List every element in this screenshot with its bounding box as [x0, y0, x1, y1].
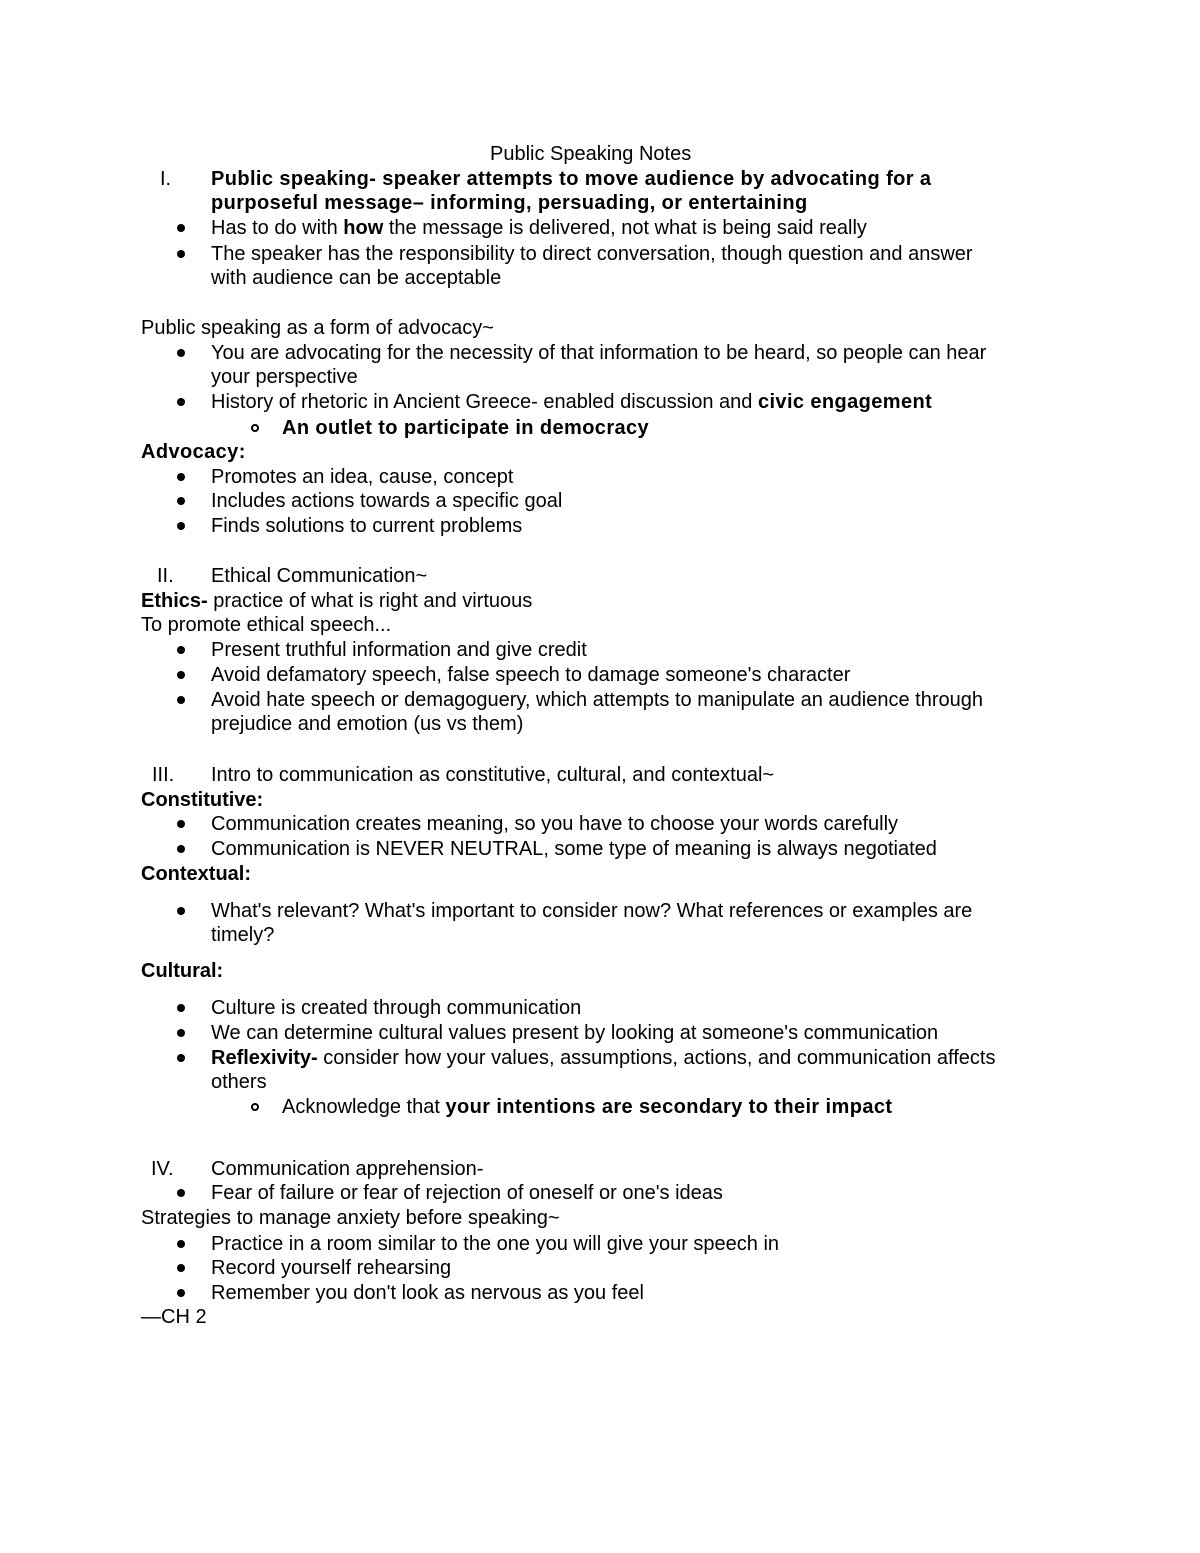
contextual-label: Contextual:	[141, 863, 251, 885]
bullet-icon	[177, 1189, 185, 1197]
bullet-icon	[177, 671, 185, 679]
ethics-definition: Ethics- practice of what is right and virtuous	[141, 590, 533, 612]
list-item: We can determine cultural values present by looking at someone's communication	[211, 1022, 939, 1044]
list-item: Fear of failure or fear of rejection of oneself or one's ideas	[211, 1182, 723, 1204]
list-item: Present truthful information and give credit	[211, 639, 587, 661]
list-item-continuation: others	[211, 1071, 267, 1093]
bullet-icon	[177, 696, 185, 704]
sub-bullet-icon	[251, 424, 259, 432]
list-item-continuation: your perspective	[211, 366, 358, 388]
list-item: Includes actions towards a specific goal	[211, 490, 563, 512]
section-numeral-3: III.	[152, 764, 175, 786]
list-item-continuation: timely?	[211, 924, 275, 946]
list-item: Practice in a room similar to the one you will give your speech in	[211, 1233, 780, 1255]
section4-heading: Communication apprehension-	[211, 1158, 484, 1180]
section3-heading: Intro to communication as constitutive, cultural, and contextual~	[211, 764, 775, 786]
list-item: Avoid hate speech or demagoguery, which attempts to manipulate an audience through	[211, 689, 983, 711]
list-item: You are advocating for the necessity of that information to be heard, so people can hear	[211, 342, 987, 364]
list-item: Avoid defamatory speech, false speech to damage someone's character	[211, 664, 851, 686]
list-item: Remember you don't look as nervous as you feel	[211, 1282, 644, 1304]
sub-bullet-icon	[251, 1103, 259, 1111]
list-item: Finds solutions to current problems	[211, 515, 523, 537]
sub-list-item: Acknowledge that your intentions are secondary to their impact	[282, 1096, 893, 1118]
list-item: Reflexivity- consider how your values, assumptions, actions, and communication affects	[211, 1047, 996, 1069]
advocacy-form-label: Public speaking as a form of advocacy~	[141, 317, 494, 339]
sub-list-item: An outlet to participate in democracy	[282, 417, 650, 439]
bullet-icon	[177, 522, 185, 530]
bullet-icon	[177, 473, 185, 481]
list-item: History of rhetoric in Ancient Greece- enabled discussion and civic engagement	[211, 391, 933, 413]
section-numeral-1: I.	[160, 168, 172, 190]
bullet-icon	[177, 349, 185, 357]
section-numeral-4: IV.	[151, 1158, 174, 1180]
bullet-icon	[177, 1264, 185, 1272]
bullet-icon	[177, 1240, 185, 1248]
list-item: Culture is created through communication	[211, 997, 582, 1019]
bullet-icon	[177, 1004, 185, 1012]
section1-heading-line1: Public speaking- speaker attempts to move audience by advocating for a	[211, 168, 932, 190]
section1-heading-line2: purposeful message– informing, persuading, or entertaining	[211, 192, 808, 214]
list-item: Communication creates meaning, so you have to choose your words carefully	[211, 813, 899, 835]
bullet-icon	[177, 497, 185, 505]
constitutive-label: Constitutive:	[141, 789, 264, 811]
list-item: Communication is NEVER NEUTRAL, some type of meaning is always negotiated	[211, 838, 937, 860]
list-item-continuation: prejudice and emotion (us vs them)	[211, 713, 524, 735]
chapter-footer: —CH 2	[141, 1306, 207, 1328]
section-numeral-2: II.	[157, 565, 174, 587]
advocacy-label: Advocacy:	[141, 441, 246, 463]
list-item-continuation: with audience can be acceptable	[211, 267, 502, 289]
list-item: Promotes an idea, cause, concept	[211, 466, 514, 488]
bullet-icon	[177, 250, 185, 258]
list-item: Record yourself rehearsing	[211, 1257, 452, 1279]
bullet-icon	[177, 1029, 185, 1037]
bullet-icon	[177, 398, 185, 406]
promote-label: To promote ethical speech...	[141, 614, 392, 636]
cultural-label: Cultural:	[141, 960, 224, 982]
bullet-icon	[177, 907, 185, 915]
bullet-icon	[177, 1289, 185, 1297]
list-item: Has to do with how the message is delivered, not what is being said really	[211, 217, 867, 239]
bullet-icon	[177, 1054, 185, 1062]
bullet-icon	[177, 845, 185, 853]
list-item: The speaker has the responsibility to direct conversation, though question and answer	[211, 243, 973, 265]
strategies-label: Strategies to manage anxiety before speaking~	[141, 1207, 560, 1229]
bullet-icon	[177, 646, 185, 654]
section2-heading: Ethical Communication~	[211, 565, 428, 587]
list-item: What's relevant? What's important to consider now? What references or examples are	[211, 900, 973, 922]
bullet-icon	[177, 820, 185, 828]
page-title: Public Speaking Notes	[490, 143, 692, 165]
bullet-icon	[177, 224, 185, 232]
